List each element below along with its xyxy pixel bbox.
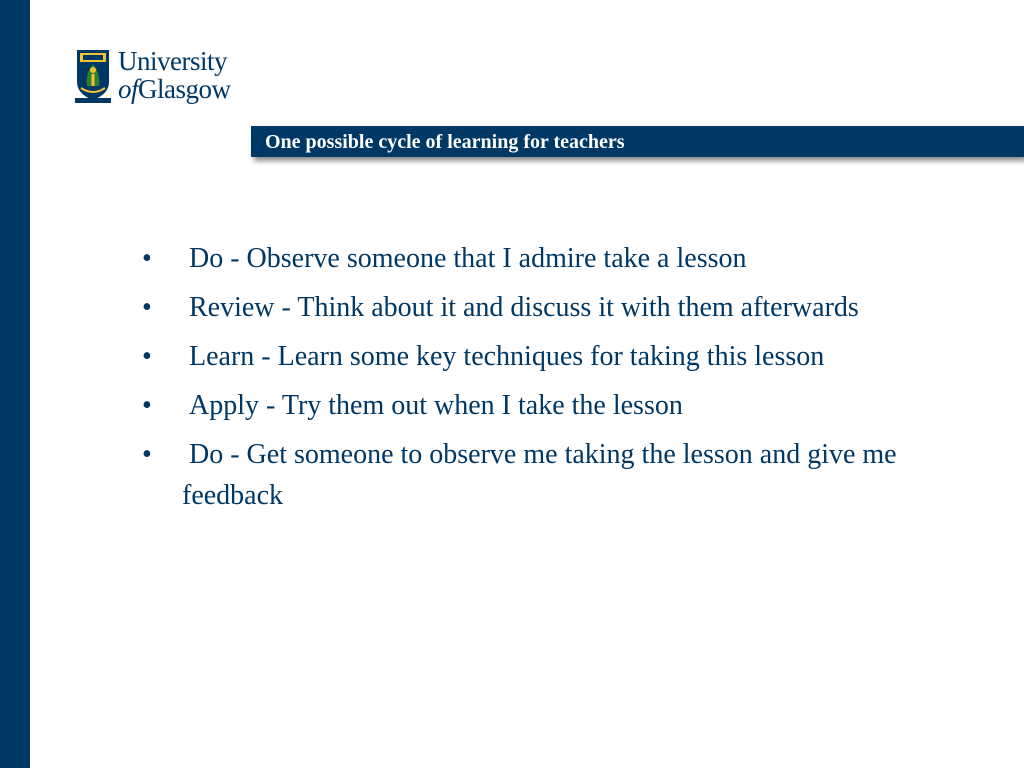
bullet-item — [142, 434, 1002, 516]
bullet-marker: • — [142, 439, 152, 470]
wordmark-of-glasgow — [118, 76, 231, 103]
university-wordmark — [118, 48, 231, 103]
bullet-text: Apply - Try them out when I take the lesson — [182, 390, 683, 421]
university-crest-icon — [75, 48, 111, 104]
bullet-item — [142, 287, 1002, 328]
bullet-marker: • — [142, 243, 152, 274]
bullet-list — [142, 238, 1002, 524]
wordmark-university: University — [118, 46, 227, 76]
bullet-text: Do - Observe someone that I admire take a lesson — [182, 243, 747, 274]
bullet-text: Review - Think about it and discuss it with them afterwards — [182, 292, 859, 323]
bullet-text: Learn - Learn some key techniques for taking this lesson — [182, 341, 825, 372]
wordmark-glasgow: Glasgow — [138, 74, 231, 104]
university-logo — [75, 48, 255, 106]
bullet-marker: • — [142, 341, 152, 372]
bullet-item — [142, 385, 1002, 426]
slide-title-bar — [251, 126, 1024, 157]
left-brand-stripe — [0, 0, 30, 768]
bullet-marker: • — [142, 292, 152, 323]
slide-title: One possible cycle of learning for teachers — [265, 131, 625, 153]
wordmark-of: of — [118, 74, 139, 104]
bullet-text: Do - Get someone to observe me taking the lesson and give me feedback — [182, 439, 904, 511]
bullet-marker: • — [142, 390, 152, 421]
bullet-item — [142, 238, 1002, 279]
bullet-item — [142, 336, 1002, 377]
